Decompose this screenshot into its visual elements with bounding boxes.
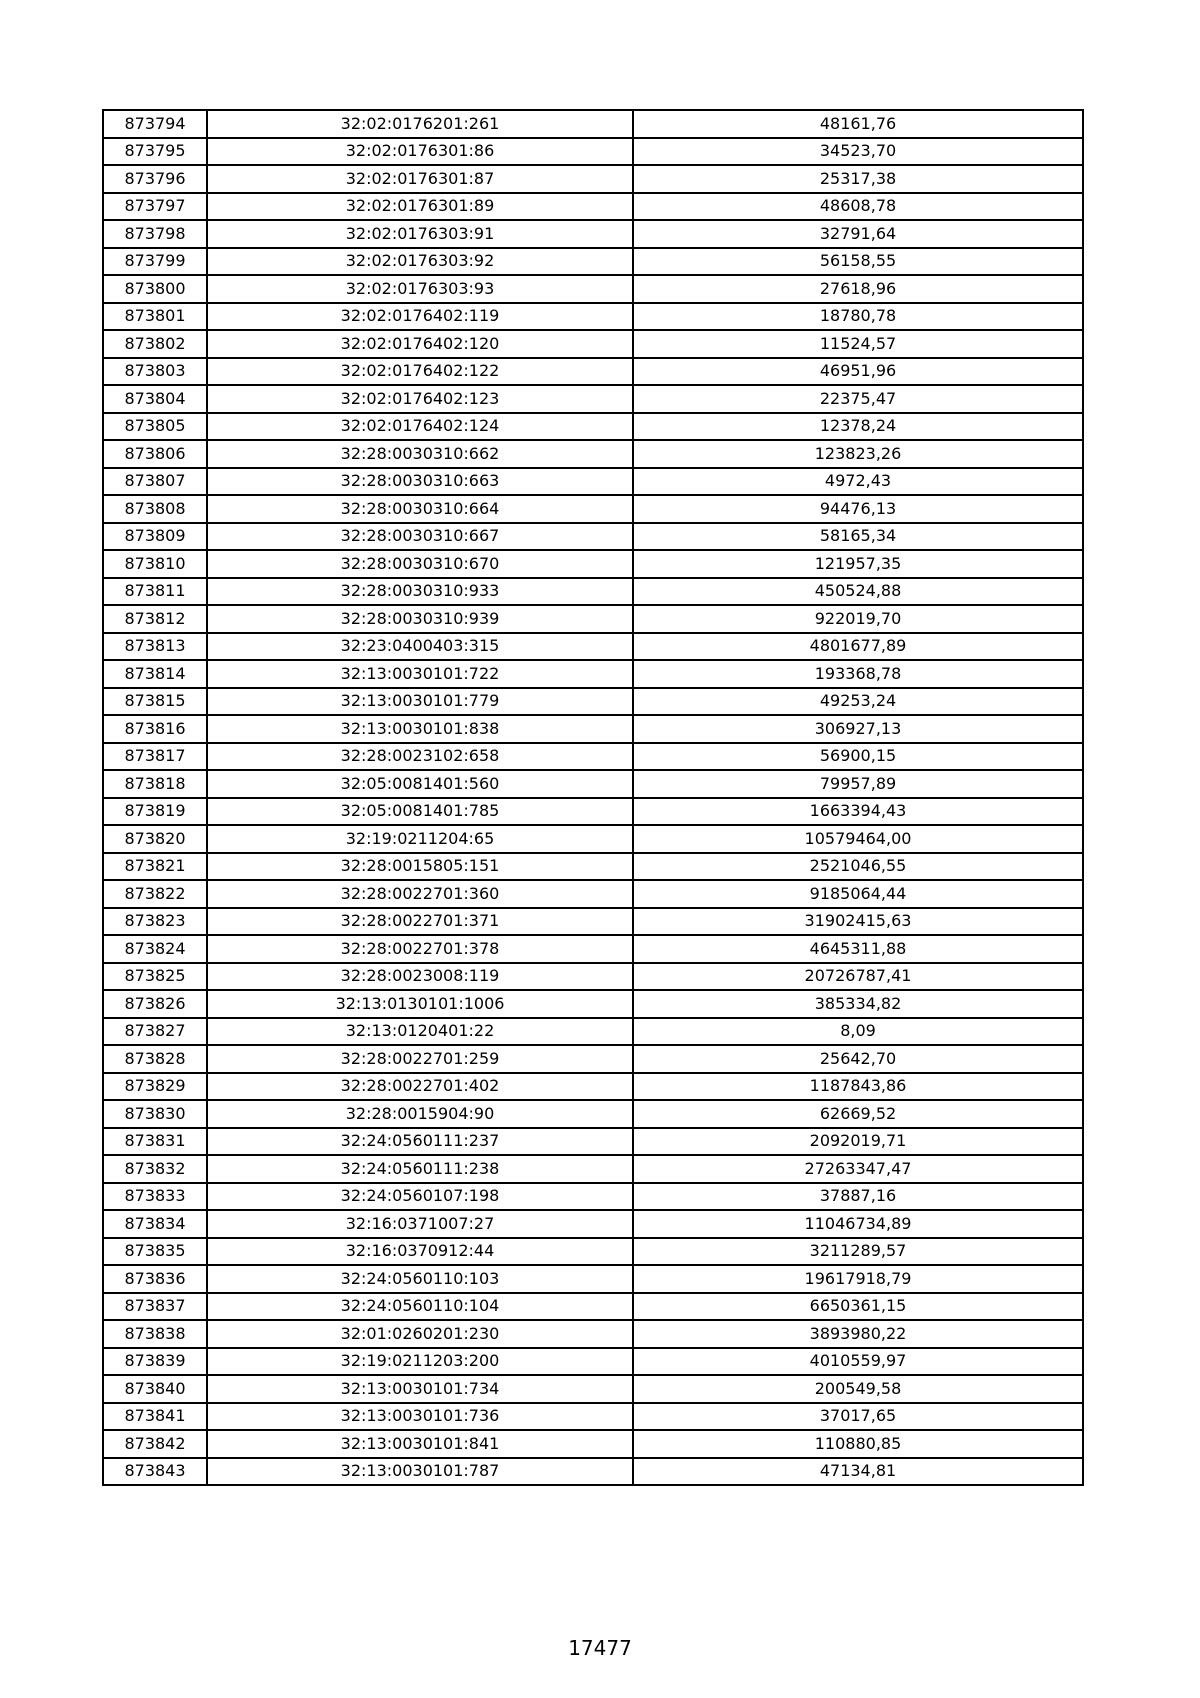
row-number-cell: 873832 [103,1155,207,1183]
row-number-cell: 873834 [103,1210,207,1238]
cadastral-number-cell: 32:28:0023008:119 [207,963,633,991]
row-number-cell: 873821 [103,853,207,881]
cadastral-number-cell: 32:24:0560110:103 [207,1265,633,1293]
value-cell: 49253,24 [633,688,1083,716]
cadastral-number-cell: 32:28:0030310:664 [207,495,633,523]
cadastral-number-cell: 32:13:0030101:734 [207,1375,633,1403]
table-row [103,1045,1083,1073]
cadastral-number-cell: 32:02:0176402:123 [207,385,633,413]
value-cell: 4801677,89 [633,633,1083,661]
value-cell: 94476,13 [633,495,1083,523]
row-number-cell: 873842 [103,1430,207,1458]
value-cell: 31902415,63 [633,908,1083,936]
row-number-cell: 873814 [103,660,207,688]
value-cell: 32791,64 [633,220,1083,248]
cadastral-number-cell: 32:28:0030310:663 [207,468,633,496]
value-cell: 306927,13 [633,715,1083,743]
table-row [103,578,1083,606]
row-number-cell: 873833 [103,1183,207,1211]
value-cell: 6650361,15 [633,1293,1083,1321]
cadastral-number-cell: 32:02:0176402:119 [207,303,633,331]
table-row [103,1018,1083,1046]
cadastral-number-cell: 32:28:0030310:933 [207,578,633,606]
cadastral-number-cell: 32:28:0022701:360 [207,880,633,908]
cadastral-number-cell: 32:16:0370912:44 [207,1238,633,1266]
value-cell: 1663394,43 [633,798,1083,826]
cadastral-number-cell: 32:01:0260201:230 [207,1320,633,1348]
cadastral-number-cell: 32:28:0022701:378 [207,935,633,963]
value-cell: 22375,47 [633,385,1083,413]
page-number: 17477 [568,1636,632,1660]
table-row [103,468,1083,496]
cadastral-number-cell: 32:13:0030101:838 [207,715,633,743]
cadastral-number-cell: 32:02:0176303:93 [207,275,633,303]
cadastral-number-cell: 32:24:0560111:238 [207,1155,633,1183]
table-row [103,853,1083,881]
table-body [103,110,1083,1485]
row-number-cell: 873828 [103,1045,207,1073]
table-row [103,1183,1083,1211]
value-cell: 3211289,57 [633,1238,1083,1266]
table-row [103,1265,1083,1293]
cadastral-number-cell: 32:19:0211204:65 [207,825,633,853]
row-number-cell: 873798 [103,220,207,248]
cadastral-number-cell: 32:02:0176402:122 [207,358,633,386]
table-row [103,303,1083,331]
table-row [103,1073,1083,1101]
value-cell: 123823,26 [633,440,1083,468]
table-row [103,1128,1083,1156]
value-cell: 56900,15 [633,743,1083,771]
value-cell: 25642,70 [633,1045,1083,1073]
value-cell: 4972,43 [633,468,1083,496]
value-cell: 110880,85 [633,1430,1083,1458]
value-cell: 121957,35 [633,550,1083,578]
table-row [103,275,1083,303]
table-row [103,495,1083,523]
row-number-cell: 873810 [103,550,207,578]
cadastral-number-cell: 32:02:0176402:124 [207,413,633,441]
value-cell: 25317,38 [633,165,1083,193]
data-table [102,109,1084,1486]
value-cell: 58165,34 [633,523,1083,551]
row-number-cell: 873819 [103,798,207,826]
value-cell: 19617918,79 [633,1265,1083,1293]
table-row [103,963,1083,991]
cadastral-number-cell: 32:28:0022701:402 [207,1073,633,1101]
cadastral-number-cell: 32:02:0176301:89 [207,193,633,221]
row-number-cell: 873812 [103,605,207,633]
row-number-cell: 873826 [103,990,207,1018]
row-number-cell: 873801 [103,303,207,331]
table-row [103,743,1083,771]
table-row [103,1348,1083,1376]
table-row [103,440,1083,468]
row-number-cell: 873806 [103,440,207,468]
row-number-cell: 873836 [103,1265,207,1293]
value-cell: 3893980,22 [633,1320,1083,1348]
table-row [103,688,1083,716]
row-number-cell: 873825 [103,963,207,991]
row-number-cell: 873797 [103,193,207,221]
row-number-cell: 873835 [103,1238,207,1266]
cadastral-number-cell: 32:28:0022701:371 [207,908,633,936]
table-row [103,358,1083,386]
value-cell: 47134,81 [633,1458,1083,1486]
cadastral-number-cell: 32:05:0081401:785 [207,798,633,826]
row-number-cell: 873815 [103,688,207,716]
table-row [103,935,1083,963]
row-number-cell: 873809 [103,523,207,551]
cadastral-number-cell: 32:13:0120401:22 [207,1018,633,1046]
value-cell: 46951,96 [633,358,1083,386]
table-row [103,1320,1083,1348]
value-cell: 56158,55 [633,248,1083,276]
cadastral-number-cell: 32:02:0176402:120 [207,330,633,358]
cadastral-number-cell: 32:28:0030310:670 [207,550,633,578]
cadastral-number-cell: 32:02:0176303:92 [207,248,633,276]
table-row [103,715,1083,743]
row-number-cell: 873800 [103,275,207,303]
cadastral-number-cell: 32:28:0015904:90 [207,1100,633,1128]
value-cell: 12378,24 [633,413,1083,441]
row-number-cell: 873802 [103,330,207,358]
table-row [103,1403,1083,1431]
row-number-cell: 873811 [103,578,207,606]
value-cell: 11046734,89 [633,1210,1083,1238]
cadastral-number-cell: 32:05:0081401:560 [207,770,633,798]
table-row [103,1375,1083,1403]
row-number-cell: 873813 [103,633,207,661]
value-cell: 48608,78 [633,193,1083,221]
row-number-cell: 873843 [103,1458,207,1486]
value-cell: 193368,78 [633,660,1083,688]
table-row [103,550,1083,578]
table-row [103,110,1083,138]
value-cell: 62669,52 [633,1100,1083,1128]
table-row [103,660,1083,688]
table-row [103,330,1083,358]
value-cell: 8,09 [633,1018,1083,1046]
value-cell: 37017,65 [633,1403,1083,1431]
value-cell: 27618,96 [633,275,1083,303]
cadastral-number-cell: 32:13:0030101:736 [207,1403,633,1431]
value-cell: 200549,58 [633,1375,1083,1403]
cadastral-number-cell: 32:13:0030101:779 [207,688,633,716]
row-number-cell: 873841 [103,1403,207,1431]
table-row [103,880,1083,908]
row-number-cell: 873840 [103,1375,207,1403]
row-number-cell: 873822 [103,880,207,908]
table-row [103,138,1083,166]
table-row [103,1155,1083,1183]
row-number-cell: 873799 [103,248,207,276]
value-cell: 18780,78 [633,303,1083,331]
table-row [103,1293,1083,1321]
value-cell: 48161,76 [633,110,1083,138]
value-cell: 450524,88 [633,578,1083,606]
table-row [103,990,1083,1018]
value-cell: 10579464,00 [633,825,1083,853]
row-number-cell: 873831 [103,1128,207,1156]
row-number-cell: 873820 [103,825,207,853]
cadastral-number-cell: 32:13:0030101:841 [207,1430,633,1458]
row-number-cell: 873803 [103,358,207,386]
value-cell: 11524,57 [633,330,1083,358]
cadastral-number-cell: 32:16:0371007:27 [207,1210,633,1238]
cadastral-number-cell: 32:28:0030310:939 [207,605,633,633]
row-number-cell: 873830 [103,1100,207,1128]
value-cell: 4645311,88 [633,935,1083,963]
table-row [103,385,1083,413]
cadastral-number-cell: 32:28:0030310:667 [207,523,633,551]
value-cell: 37887,16 [633,1183,1083,1211]
cadastral-number-cell: 32:28:0015805:151 [207,853,633,881]
row-number-cell: 873838 [103,1320,207,1348]
cadastral-number-cell: 32:13:0030101:787 [207,1458,633,1486]
table-row [103,770,1083,798]
cadastral-number-cell: 32:02:0176301:86 [207,138,633,166]
table-row [103,220,1083,248]
cadastral-number-cell: 32:19:0211203:200 [207,1348,633,1376]
value-cell: 4010559,97 [633,1348,1083,1376]
table-row [103,1238,1083,1266]
row-number-cell: 873827 [103,1018,207,1046]
value-cell: 2521046,55 [633,853,1083,881]
cadastral-number-cell: 32:02:0176201:261 [207,110,633,138]
table-row [103,523,1083,551]
value-cell: 79957,89 [633,770,1083,798]
table-row [103,605,1083,633]
row-number-cell: 873795 [103,138,207,166]
cadastral-number-cell: 32:13:0030101:722 [207,660,633,688]
row-number-cell: 873816 [103,715,207,743]
row-number-cell: 873817 [103,743,207,771]
value-cell: 922019,70 [633,605,1083,633]
table-row [103,165,1083,193]
cadastral-number-cell: 32:23:0400403:315 [207,633,633,661]
cadastral-number-cell: 32:24:0560110:104 [207,1293,633,1321]
cadastral-number-cell: 32:24:0560107:198 [207,1183,633,1211]
cadastral-number-cell: 32:28:0030310:662 [207,440,633,468]
row-number-cell: 873796 [103,165,207,193]
table-row [103,1458,1083,1486]
row-number-cell: 873818 [103,770,207,798]
row-number-cell: 873829 [103,1073,207,1101]
row-number-cell: 873837 [103,1293,207,1321]
table-row [103,193,1083,221]
value-cell: 385334,82 [633,990,1083,1018]
table-row [103,248,1083,276]
value-cell: 2092019,71 [633,1128,1083,1156]
table-row [103,1210,1083,1238]
table-row [103,633,1083,661]
row-number-cell: 873808 [103,495,207,523]
cadastral-number-cell: 32:28:0023102:658 [207,743,633,771]
row-number-cell: 873805 [103,413,207,441]
table-row [103,825,1083,853]
table-row [103,908,1083,936]
row-number-cell: 873823 [103,908,207,936]
row-number-cell: 873824 [103,935,207,963]
cadastral-number-cell: 32:02:0176303:91 [207,220,633,248]
value-cell: 1187843,86 [633,1073,1083,1101]
cadastral-number-cell: 32:02:0176301:87 [207,165,633,193]
row-number-cell: 873839 [103,1348,207,1376]
table-row [103,798,1083,826]
row-number-cell: 873794 [103,110,207,138]
cadastral-number-cell: 32:24:0560111:237 [207,1128,633,1156]
row-number-cell: 873807 [103,468,207,496]
value-cell: 9185064,44 [633,880,1083,908]
table-row [103,1100,1083,1128]
value-cell: 34523,70 [633,138,1083,166]
value-cell: 27263347,47 [633,1155,1083,1183]
table-row [103,413,1083,441]
table-row [103,1430,1083,1458]
cadastral-number-cell: 32:13:0130101:1006 [207,990,633,1018]
row-number-cell: 873804 [103,385,207,413]
value-cell: 20726787,41 [633,963,1083,991]
cadastral-number-cell: 32:28:0022701:259 [207,1045,633,1073]
